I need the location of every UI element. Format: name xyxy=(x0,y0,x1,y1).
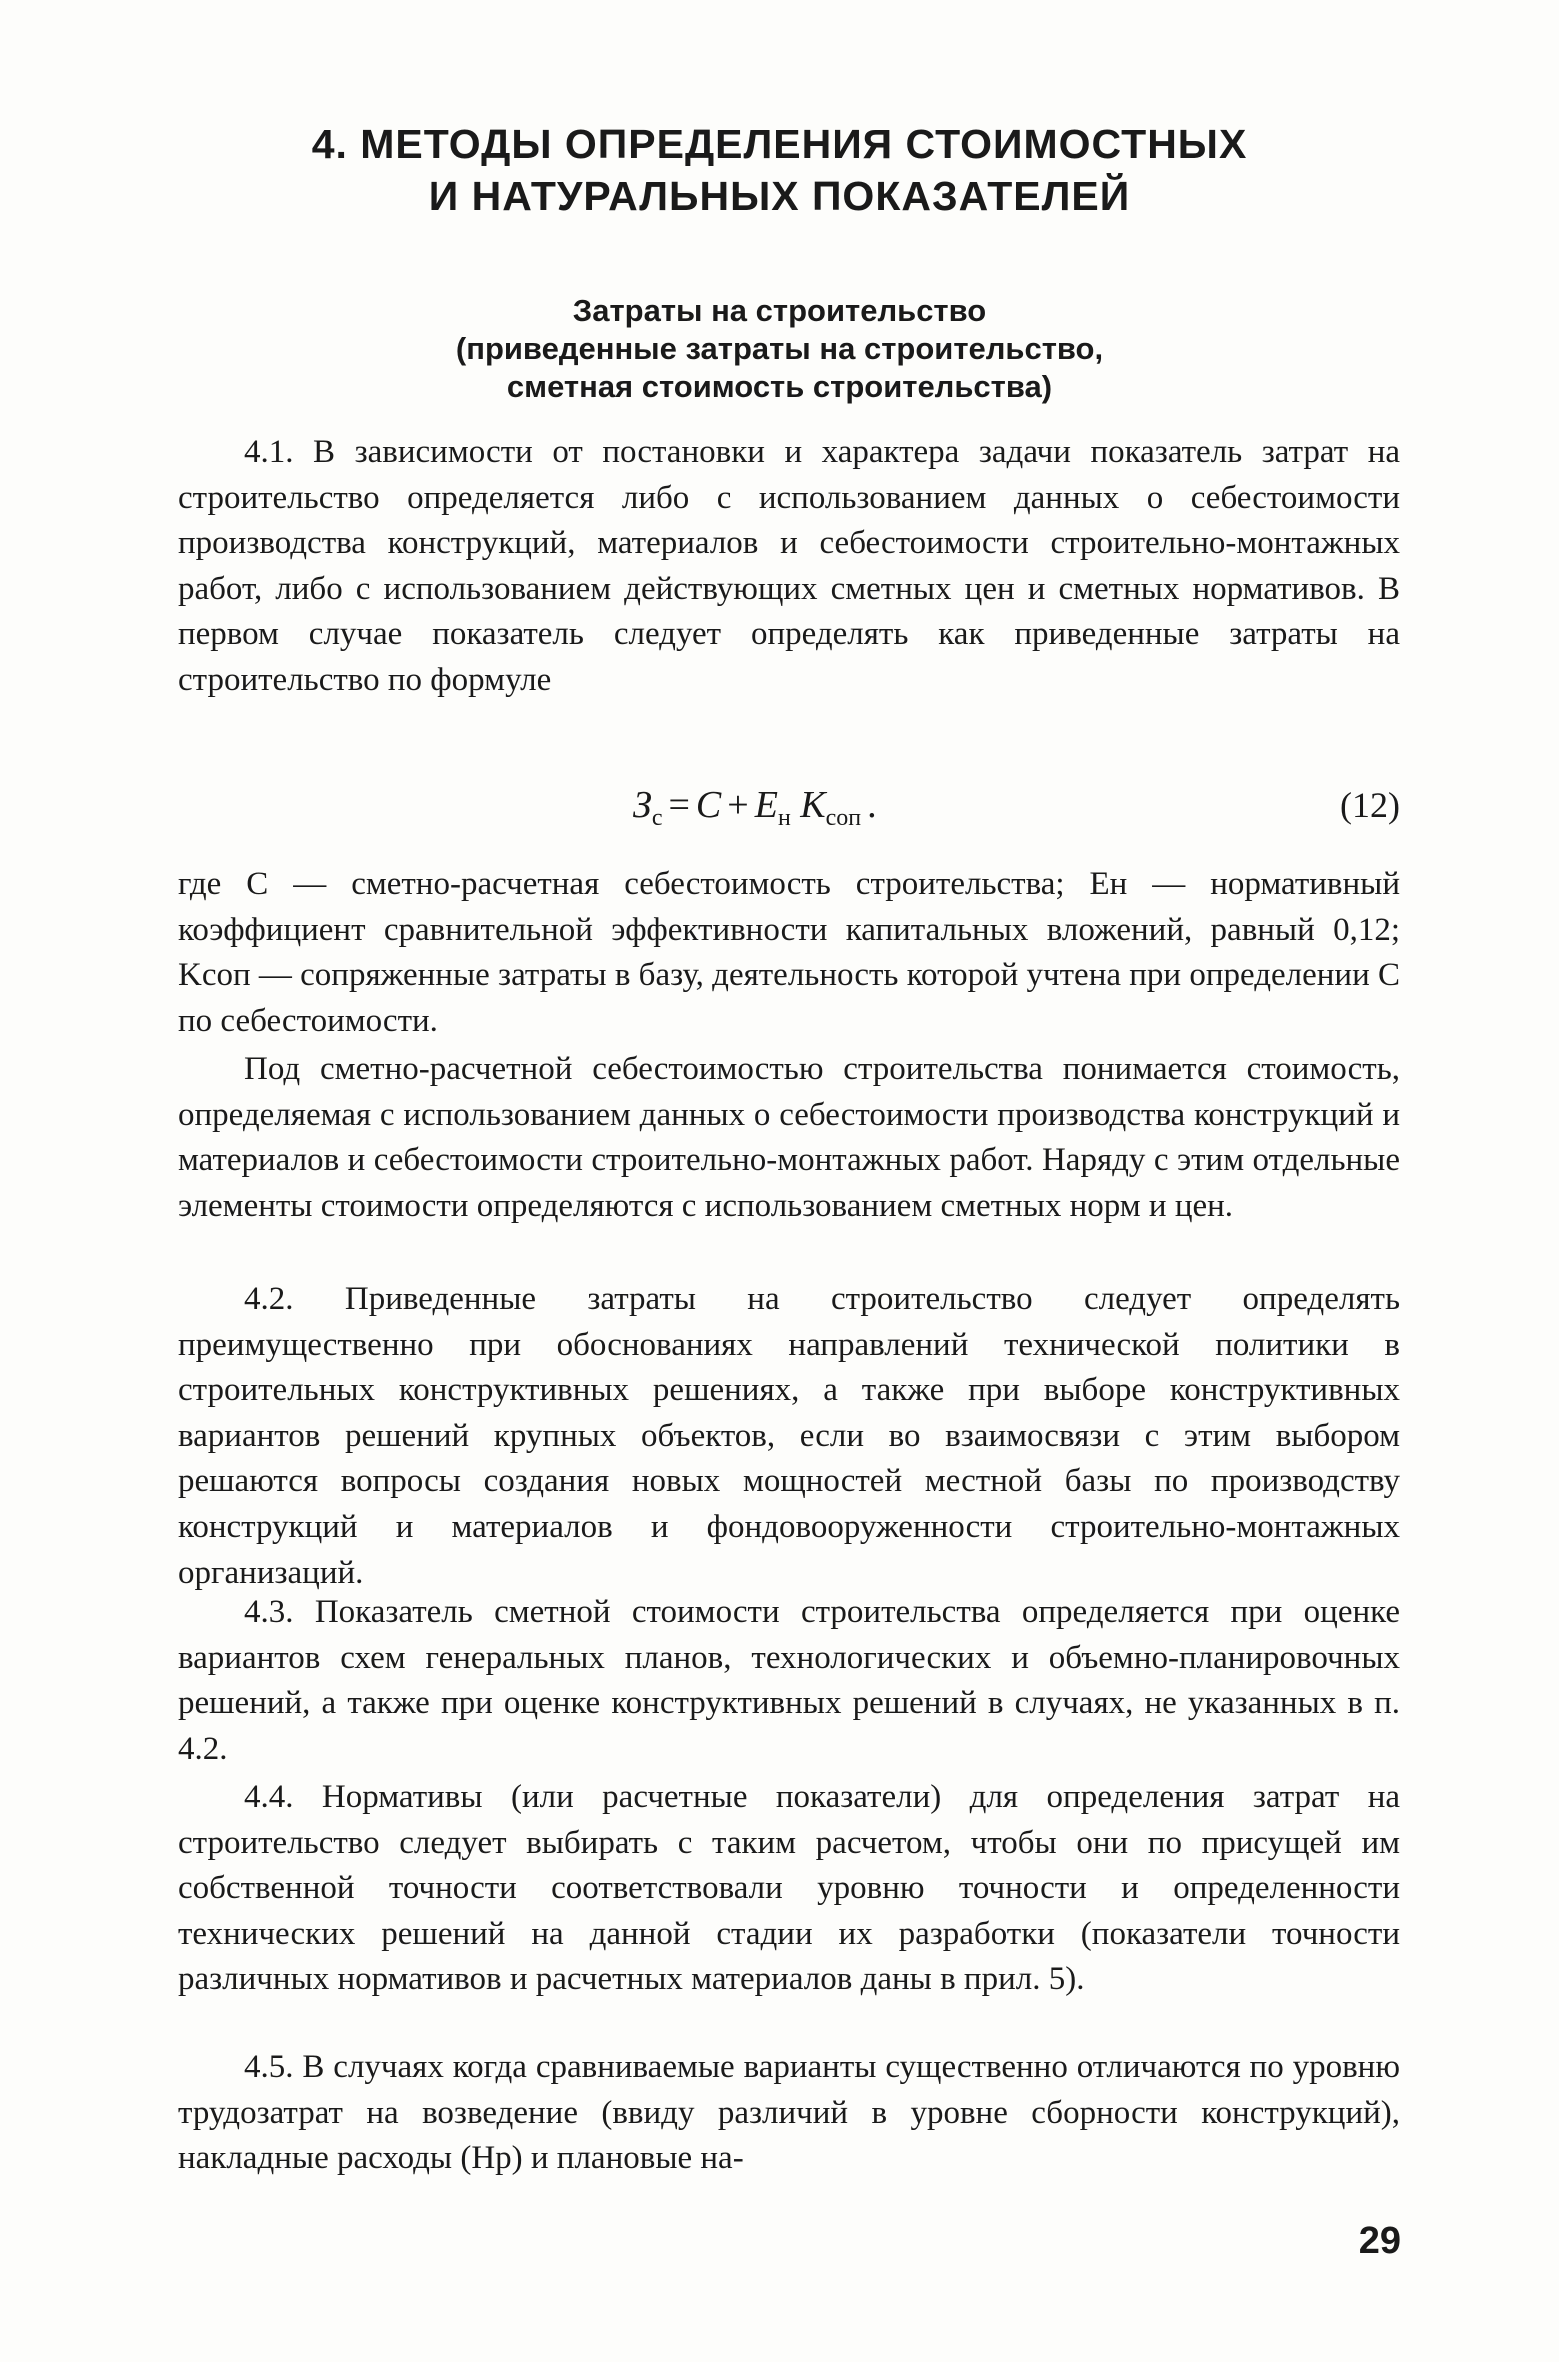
section-title-line-2: (приведенные затраты на строительство, xyxy=(455,331,1104,366)
paragraph-4-3: 4.3. Показатель сметной стоимости строительства определяется при оценке вариантов схем генеральных планов, технологических и объемно-планировочных решений, а также при оценке конструктивных решений в случаях, не указанных в п. 4.2. xyxy=(178,1594,1400,1767)
paragraph-definition: Под сметно-расчетной себестоимостью строительства понимается стоимость, определяемая с использованием данных о себестоимости производства конструкций и материалов и себестоимости строительно-монтажных работ. Наряду с этим отдельные элементы стоимости определяются с использованием сметных норм и цен. xyxy=(178,1051,1400,1224)
section-title-line-3: сметная стоимость строительства) xyxy=(506,369,1053,404)
paragraph-4-4: 4.4. Нормативы (или расчетные показатели) для определения затрат на строительство следует выбирать с таким расчетом, чтобы они по присущей им собственной точности соответствовали уровню точности и определенности технических решений на данной стадии их разработки (показатели точности различных нормативов и расчетных материалов даны в прил. 5). xyxy=(178,1779,1400,1998)
paragraph-4-5: 4.5. В случаях когда сравниваемые варианты существенно отличаются по уровню трудозатрат на возведение (ввиду различий в уровне сборности конструкций), накладные расходы (Нр) и плановые на- xyxy=(178,2049,1400,2177)
section-title-line-1: Затраты на строительство xyxy=(572,293,987,328)
page-number: 29 xyxy=(1358,2220,1401,2262)
chapter-title-line-1: 4. МЕТОДЫ ОПРЕДЕЛЕНИЯ СТОИМОСТНЫХ xyxy=(311,121,1248,167)
paragraph-4-2: 4.2. Приведенные затраты на строительство следует определять преимущественно при обоснованиях направлений технической политики в строительных конструктивных решениях, а также при выборе конструктивных вариантов решений крупных объектов, если во взаимосвязи с этим выбором решаются вопросы создания новых мощностей местной базы по производству конструкций и материалов и фондовооруженности строительно-монтажных организаций. xyxy=(178,1281,1400,1591)
equation-number: (12) xyxy=(1340,785,1400,825)
paragraph-4-1: 4.1. В зависимости от постановки и характера задачи показатель затрат на строительство определяется либо с использованием данных о себестоимости производства конструкций, материалов и себестоимости строительно-монтажных работ, либо с использованием действующих сметных цен и сметных нормативов. В первом случае показатель следует определять как приведенные затраты на строительство по формуле xyxy=(178,434,1400,698)
chapter-title-line-2: И НАТУРАЛЬНЫХ ПОКАЗАТЕЛЕЙ xyxy=(428,173,1131,219)
paragraph-where: где С — сметно-расчетная себестоимость строительства; Eн — нормативный коэффициент сравнительной эффективности капитальных вложений, равный 0,12; Kсоп — сопряженные затраты в базу, деятельность которой учтена при определении С по себестоимости. xyxy=(178,866,1400,1039)
formula-row xyxy=(178,780,1400,830)
formula-12: $З_с = C + E_н$ $K_{соп}$ . xyxy=(633,784,877,831)
